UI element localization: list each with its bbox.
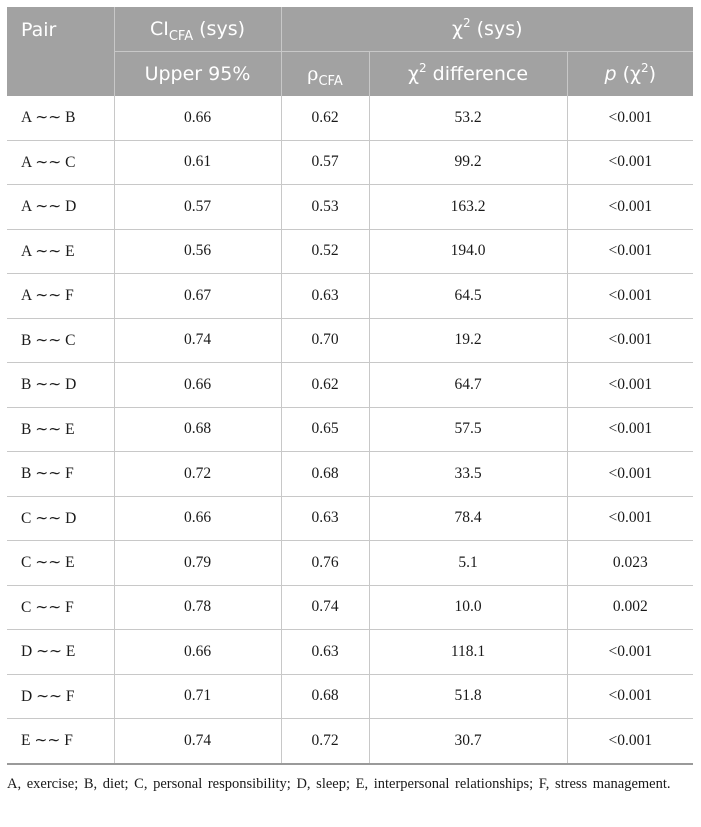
cell-p-value: <0.001 xyxy=(567,274,693,319)
cell-p-value: 0.002 xyxy=(567,585,693,630)
table-row xyxy=(7,452,693,497)
cell-p-value: <0.001 xyxy=(567,452,693,497)
cell-chi2-difference: 51.8 xyxy=(369,674,567,719)
table-row xyxy=(7,719,693,764)
table-header xyxy=(7,7,693,96)
cell-rho: 0.53 xyxy=(281,185,369,230)
cell-rho: 0.76 xyxy=(281,541,369,586)
table-container xyxy=(7,7,693,797)
table-row xyxy=(7,496,693,541)
header-upper95: Upper 95% xyxy=(114,52,281,97)
cell-pair: C ∼∼ D xyxy=(7,496,114,541)
cell-p-value: <0.001 xyxy=(567,96,693,140)
cell-rho: 0.62 xyxy=(281,96,369,140)
cell-pair: D ∼∼ F xyxy=(7,674,114,719)
cell-pair: A ∼∼ C xyxy=(7,140,114,185)
cell-rho: 0.72 xyxy=(281,719,369,764)
cell-rho: 0.74 xyxy=(281,585,369,630)
cell-p-value: <0.001 xyxy=(567,185,693,230)
cell-chi2-difference: 53.2 xyxy=(369,96,567,140)
cell-pair: A ∼∼ E xyxy=(7,229,114,274)
cell-pair: B ∼∼ D xyxy=(7,363,114,408)
cell-upper95: 0.78 xyxy=(114,585,281,630)
cell-rho: 0.63 xyxy=(281,496,369,541)
cell-pair: D ∼∼ E xyxy=(7,630,114,675)
cell-upper95: 0.68 xyxy=(114,407,281,452)
cell-upper95: 0.66 xyxy=(114,363,281,408)
table-row xyxy=(7,274,693,319)
cell-chi2-difference: 57.5 xyxy=(369,407,567,452)
cell-pair: A ∼∼ F xyxy=(7,274,114,319)
cell-chi2-difference: 19.2 xyxy=(369,318,567,363)
table-row xyxy=(7,185,693,230)
cell-upper95: 0.74 xyxy=(114,719,281,764)
cell-chi2-difference: 10.0 xyxy=(369,585,567,630)
cell-upper95: 0.56 xyxy=(114,229,281,274)
cell-upper95: 0.71 xyxy=(114,674,281,719)
cell-pair: A ∼∼ B xyxy=(7,96,114,140)
cell-p-value: <0.001 xyxy=(567,318,693,363)
cell-p-value: <0.001 xyxy=(567,407,693,452)
cell-chi2-difference: 64.7 xyxy=(369,363,567,408)
cell-p-value: <0.001 xyxy=(567,674,693,719)
cell-rho: 0.62 xyxy=(281,363,369,408)
header-pair: Pair xyxy=(7,7,114,96)
header-chi2-group: $\chi^2$ (sys) xyxy=(281,7,693,52)
table-row xyxy=(7,674,693,719)
table-footnote: A, exercise; B, diet; C, personal responsibility; D, sleep; E, interpersonal relationships; F, stress management. xyxy=(7,775,671,792)
cell-pair: B ∼∼ C xyxy=(7,318,114,363)
cell-chi2-difference: 99.2 xyxy=(369,140,567,185)
cell-p-value: <0.001 xyxy=(567,630,693,675)
cell-rho: 0.63 xyxy=(281,274,369,319)
table-row xyxy=(7,96,693,140)
cell-rho: 0.63 xyxy=(281,630,369,675)
cell-upper95: 0.66 xyxy=(114,496,281,541)
cell-p-value: <0.001 xyxy=(567,363,693,408)
cell-rho: 0.52 xyxy=(281,229,369,274)
cell-rho: 0.65 xyxy=(281,407,369,452)
cell-pair: E ∼∼ F xyxy=(7,719,114,764)
cell-upper95: 0.67 xyxy=(114,274,281,319)
table-row xyxy=(7,140,693,185)
cell-upper95: 0.66 xyxy=(114,630,281,675)
cell-pair: C ∼∼ F xyxy=(7,585,114,630)
table-row xyxy=(7,229,693,274)
cell-rho: 0.57 xyxy=(281,140,369,185)
cell-upper95: 0.74 xyxy=(114,318,281,363)
cell-p-value: 0.023 xyxy=(567,541,693,586)
results-table xyxy=(7,7,693,765)
cell-chi2-difference: 30.7 xyxy=(369,719,567,764)
cell-upper95: 0.72 xyxy=(114,452,281,497)
table-body xyxy=(7,96,693,764)
cell-pair: A ∼∼ D xyxy=(7,185,114,230)
cell-chi2-difference: 33.5 xyxy=(369,452,567,497)
cell-upper95: 0.79 xyxy=(114,541,281,586)
cell-p-value: <0.001 xyxy=(567,719,693,764)
cell-upper95: 0.61 xyxy=(114,140,281,185)
header-rho: $\rho_{CFA}$ xyxy=(281,52,369,97)
cell-rho: 0.68 xyxy=(281,674,369,719)
cell-upper95: 0.57 xyxy=(114,185,281,230)
table-row xyxy=(7,318,693,363)
cell-chi2-difference: 64.5 xyxy=(369,274,567,319)
cell-pair: B ∼∼ E xyxy=(7,407,114,452)
cell-chi2-difference: 194.0 xyxy=(369,229,567,274)
cell-pair: B ∼∼ F xyxy=(7,452,114,497)
table-row xyxy=(7,630,693,675)
cell-chi2-difference: 5.1 xyxy=(369,541,567,586)
table-row xyxy=(7,407,693,452)
cell-rho: 0.68 xyxy=(281,452,369,497)
header-row-1 xyxy=(7,7,693,52)
cell-p-value: <0.001 xyxy=(567,229,693,274)
cell-pair: C ∼∼ E xyxy=(7,541,114,586)
table-row xyxy=(7,363,693,408)
cell-chi2-difference: 163.2 xyxy=(369,185,567,230)
header-chi2-difference: $\chi^2$ difference xyxy=(369,52,567,97)
cell-chi2-difference: 78.4 xyxy=(369,496,567,541)
table-row xyxy=(7,541,693,586)
cell-upper95: 0.66 xyxy=(114,96,281,140)
header-p-value: p $(\chi^2)$ xyxy=(567,52,693,97)
cell-rho: 0.70 xyxy=(281,318,369,363)
cell-chi2-difference: 118.1 xyxy=(369,630,567,675)
cell-p-value: <0.001 xyxy=(567,140,693,185)
table-row xyxy=(7,585,693,630)
cell-p-value: <0.001 xyxy=(567,496,693,541)
header-ci-group: $CI_{CFA}$ (sys) xyxy=(114,7,281,52)
